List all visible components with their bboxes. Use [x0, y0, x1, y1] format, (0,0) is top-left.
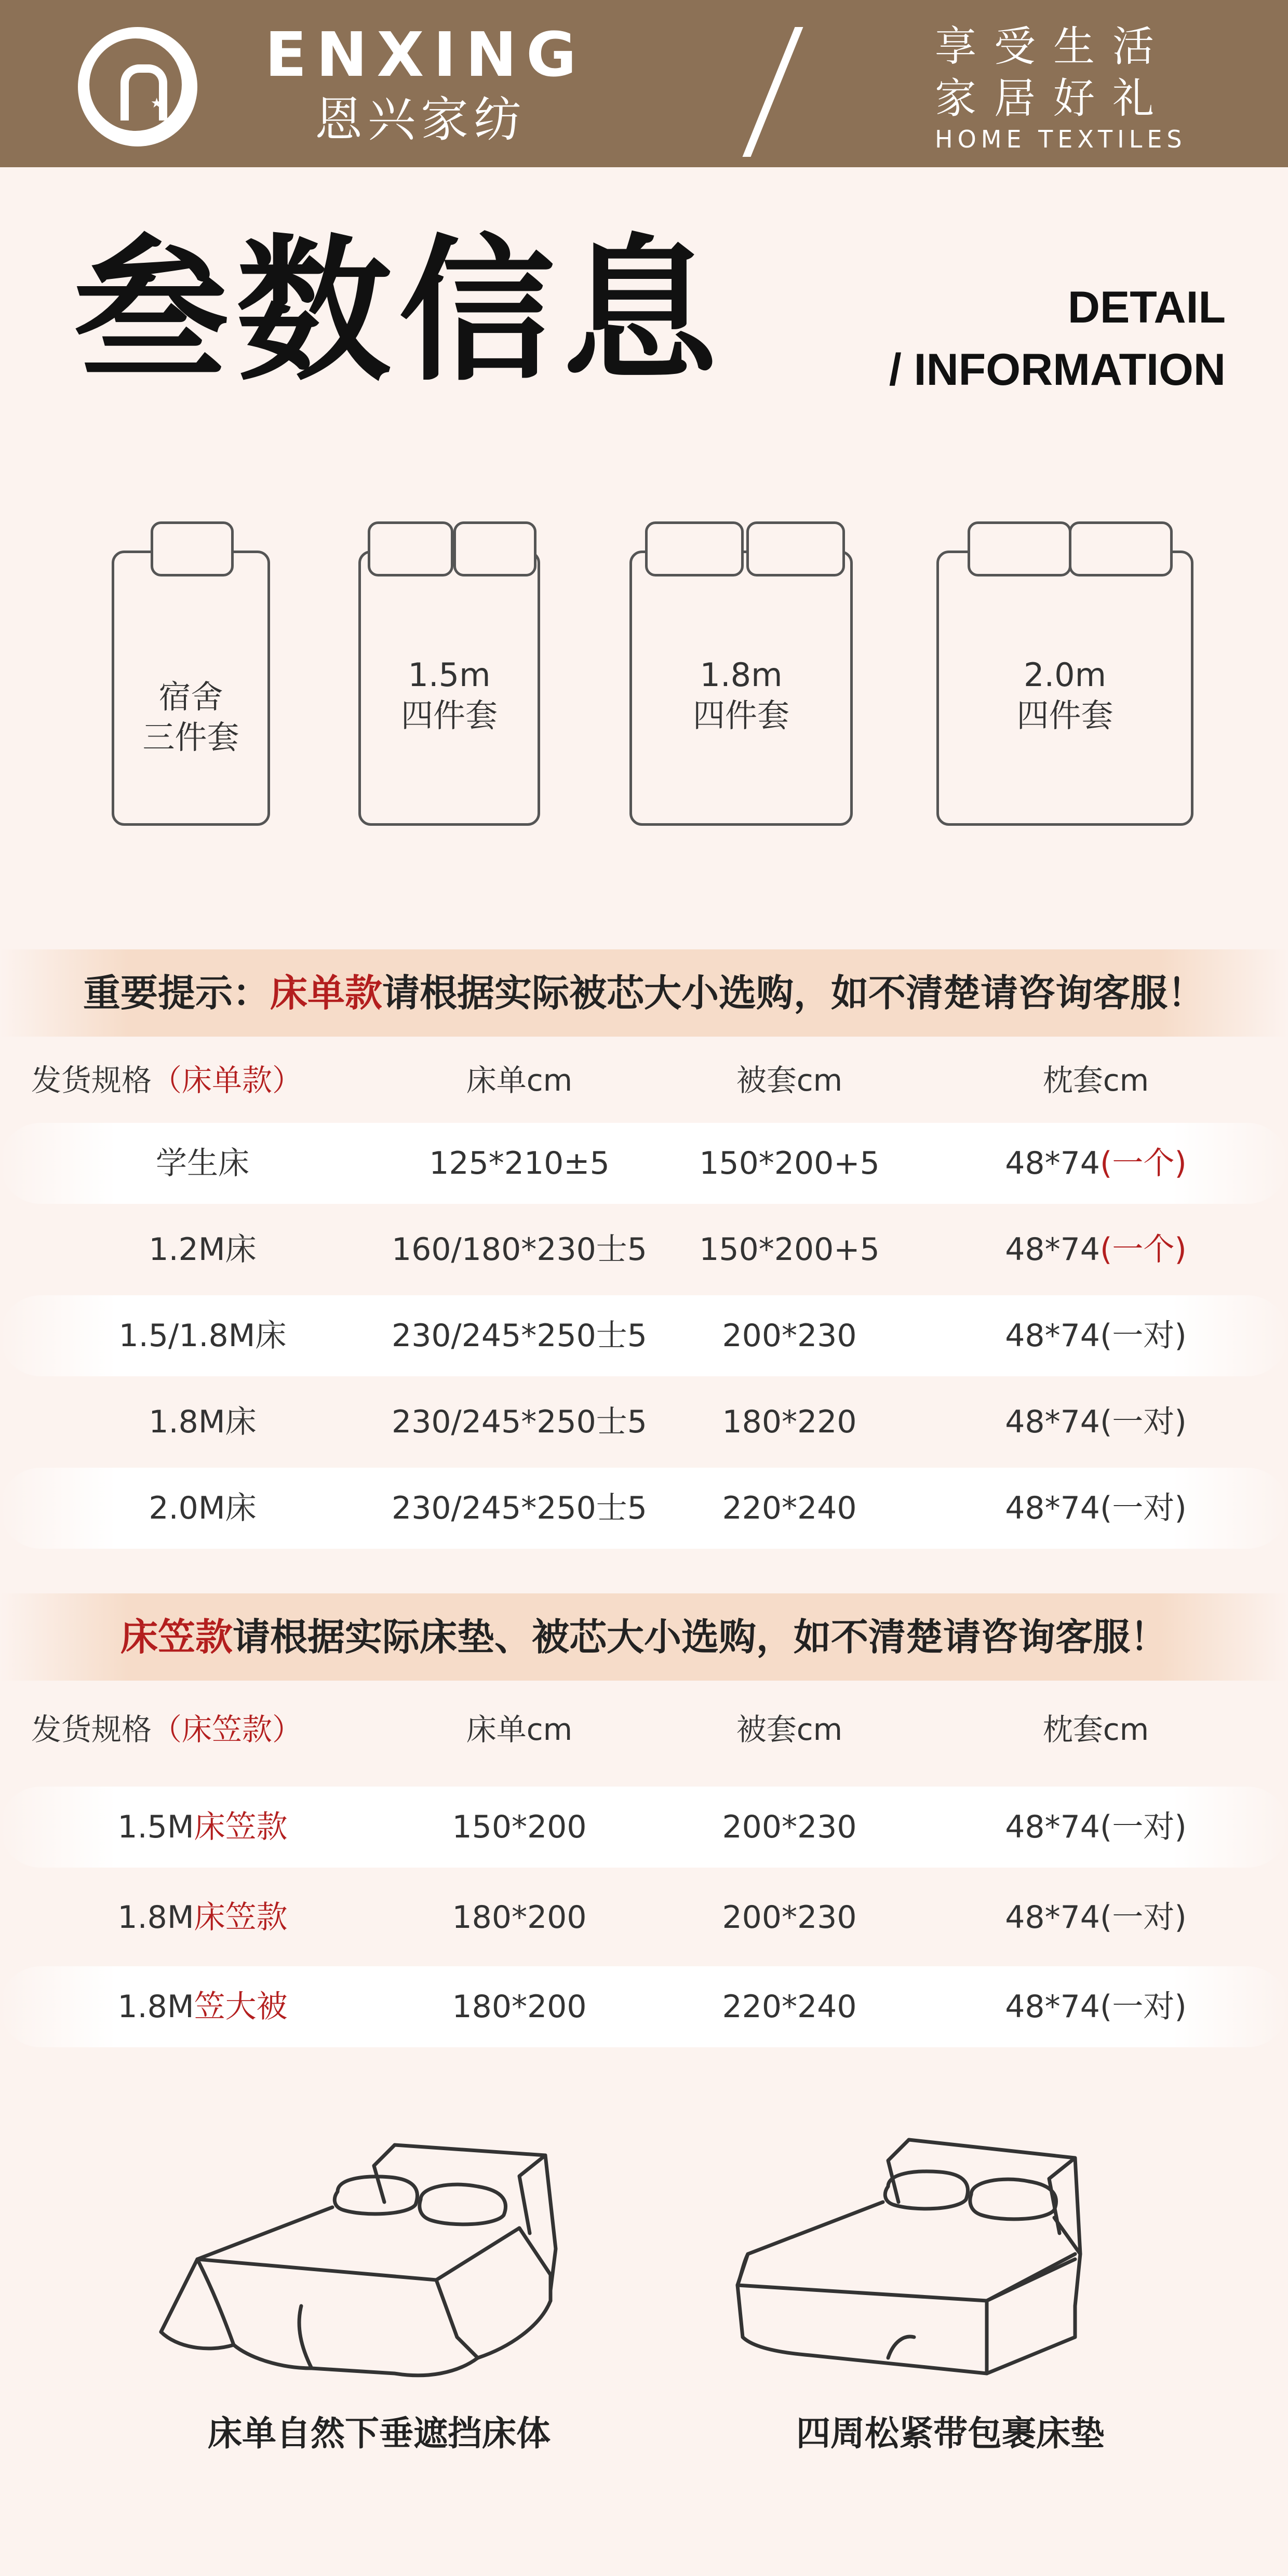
table1-header-sheet: 床单cm: [466, 1063, 573, 1098]
table1-header-spec: 发货规格（床单款）: [31, 1063, 303, 1098]
slogan-line-1: 享受生活: [935, 22, 1172, 71]
cell-duvet: 180*220: [722, 1404, 857, 1440]
illustration-caption-right: 四周松紧带包裹床垫: [796, 2413, 1105, 2453]
table-row: [0, 1381, 1288, 1463]
brand-logo: ★: [78, 27, 197, 146]
table-row: [0, 1468, 1288, 1549]
cell-duvet: 150*200+5: [699, 1231, 880, 1268]
cell-pillow: 48*74(一个): [1005, 1145, 1187, 1182]
table1-header-pillow: 枕套cm: [1042, 1063, 1149, 1098]
pillow-icon: [453, 521, 536, 576]
cell-pillow: 48*74(一对): [1005, 1989, 1187, 2025]
cell-duvet: 200*230: [722, 1899, 857, 1936]
notice-text: 请根据实际床垫、被芯大小选购，如不清楚请咨询客服！: [233, 1615, 1168, 1659]
cell-sheet: 230/245*250士5: [392, 1490, 647, 1526]
notice-bar-sheet: [0, 949, 1288, 1037]
table-row: [0, 1966, 1288, 2047]
pillow-icon: [368, 521, 453, 576]
pillow-note: (一对): [1099, 1318, 1187, 1354]
cell-pillow: 48*74(一对): [1005, 1404, 1187, 1440]
spec-highlight: 床笠款: [194, 1809, 288, 1845]
cell-spec: 学生床: [156, 1145, 249, 1182]
pillow-note: (一个): [1099, 1145, 1187, 1182]
pillow-note: (一个): [1099, 1231, 1187, 1268]
pillow-icon: [1069, 521, 1173, 576]
notice-bar-fitted: [0, 1593, 1288, 1681]
cell-spec: 1.5/1.8M床: [118, 1318, 287, 1354]
table2-header-tag: （床笠款）: [152, 1712, 303, 1747]
slogan-line-2: 家居好礼: [935, 74, 1172, 123]
cell-pillow: 48*74(一对): [1005, 1490, 1187, 1526]
cell-sheet: 230/245*250士5: [392, 1318, 647, 1354]
bed-label-line1: 1.5m: [408, 656, 491, 694]
table1-header-duvet: 被套cm: [736, 1063, 843, 1098]
bed-label-line2: 三件套: [142, 718, 239, 756]
bed-diagram-dorm: [112, 514, 270, 826]
bed-label-line1: 宿舍: [158, 678, 223, 716]
cell-duvet: 220*240: [722, 1989, 857, 2025]
cell-pillow: 48*74(一对): [1005, 1899, 1187, 1936]
flat-sheet-bed-illustration: [145, 2129, 613, 2399]
cell-sheet: 150*200: [452, 1809, 587, 1845]
pillow-icon: [746, 521, 845, 576]
cell-duvet: 220*240: [722, 1490, 857, 1526]
table2-header-spec: 发货规格（床笠款）: [31, 1712, 303, 1747]
cell-sheet: 160/180*230士5: [392, 1231, 647, 1268]
illustration-caption-left: 床单自然下垂遮挡床体: [208, 2413, 551, 2453]
notice-highlight: 床单款: [270, 971, 382, 1015]
cell-spec: 1.8M床笠款: [117, 1899, 288, 1936]
page-title-en-2: / INFORMATION: [889, 345, 1226, 395]
table-row: [0, 1295, 1288, 1376]
page-title: 叁数信息: [73, 221, 725, 402]
notice-prefix: 重要提示：: [83, 971, 270, 1015]
cell-duvet: 150*200+5: [699, 1145, 880, 1182]
bed-diagram-1-8m: [629, 514, 853, 826]
cell-duvet: 200*230: [722, 1809, 857, 1845]
pillow-note: (一对): [1099, 1404, 1187, 1440]
table1-header-tag: （床单款）: [152, 1063, 303, 1098]
bed-label-line2: 四件套: [1016, 696, 1113, 734]
cell-sheet: 180*200: [452, 1899, 587, 1936]
cell-sheet: 180*200: [452, 1989, 587, 2025]
table2-header-duvet: 被套cm: [736, 1712, 843, 1747]
cell-pillow: 48*74(一对): [1005, 1809, 1187, 1845]
cell-sheet: 125*210±5: [429, 1145, 610, 1182]
cell-spec: 1.2M床: [149, 1231, 257, 1268]
notice-highlight: 床笠款: [120, 1615, 233, 1659]
brand-name-en: ENXING: [265, 19, 586, 90]
spec-highlight: 床笠款: [194, 1899, 288, 1936]
fitted-sheet-bed-illustration: [717, 2129, 1184, 2399]
cell-pillow: 48*74(一对): [1005, 1318, 1187, 1354]
pillow-icon: [151, 521, 234, 576]
pillow-icon: [645, 521, 744, 576]
notice-text: 请根据实际被芯大小选购，如不清楚请咨询客服！: [382, 971, 1205, 1015]
table-row: [0, 1123, 1288, 1204]
bed-diagram-2-0m: [936, 514, 1193, 826]
cell-pillow: 48*74(一个): [1005, 1231, 1187, 1268]
cell-spec: 1.8M笠大被: [117, 1989, 288, 2025]
cell-spec: 2.0M床: [149, 1490, 257, 1526]
page-title-en-1: DETAIL: [1067, 283, 1226, 332]
cell-spec: 1.5M床笠款: [117, 1809, 288, 1845]
table-row: [0, 1787, 1288, 1868]
slogan-en: HOME TEXTILES: [935, 125, 1187, 153]
bed-label-line1: 2.0m: [1024, 656, 1106, 694]
bed-label-line1: 1.8m: [700, 656, 783, 694]
cell-duvet: 200*230: [722, 1318, 857, 1354]
table-row: [0, 1877, 1288, 1958]
pillow-icon: [968, 521, 1071, 576]
brand-name-cn: 恩兴家纺: [314, 92, 527, 147]
cell-spec: 1.8M床: [149, 1404, 257, 1440]
bed-label-line2: 四件套: [400, 696, 498, 734]
table2-header-pillow: 枕套cm: [1042, 1712, 1149, 1747]
table2-header-sheet: 床单cm: [466, 1712, 573, 1747]
bed-diagram-1-5m: [358, 514, 540, 826]
table-row: [0, 1209, 1288, 1290]
spec-highlight: 笠大被: [194, 1989, 288, 2025]
bed-label-line2: 四件套: [692, 696, 789, 734]
cell-sheet: 230/245*250士5: [392, 1404, 647, 1440]
pillow-note: (一对): [1099, 1490, 1187, 1526]
